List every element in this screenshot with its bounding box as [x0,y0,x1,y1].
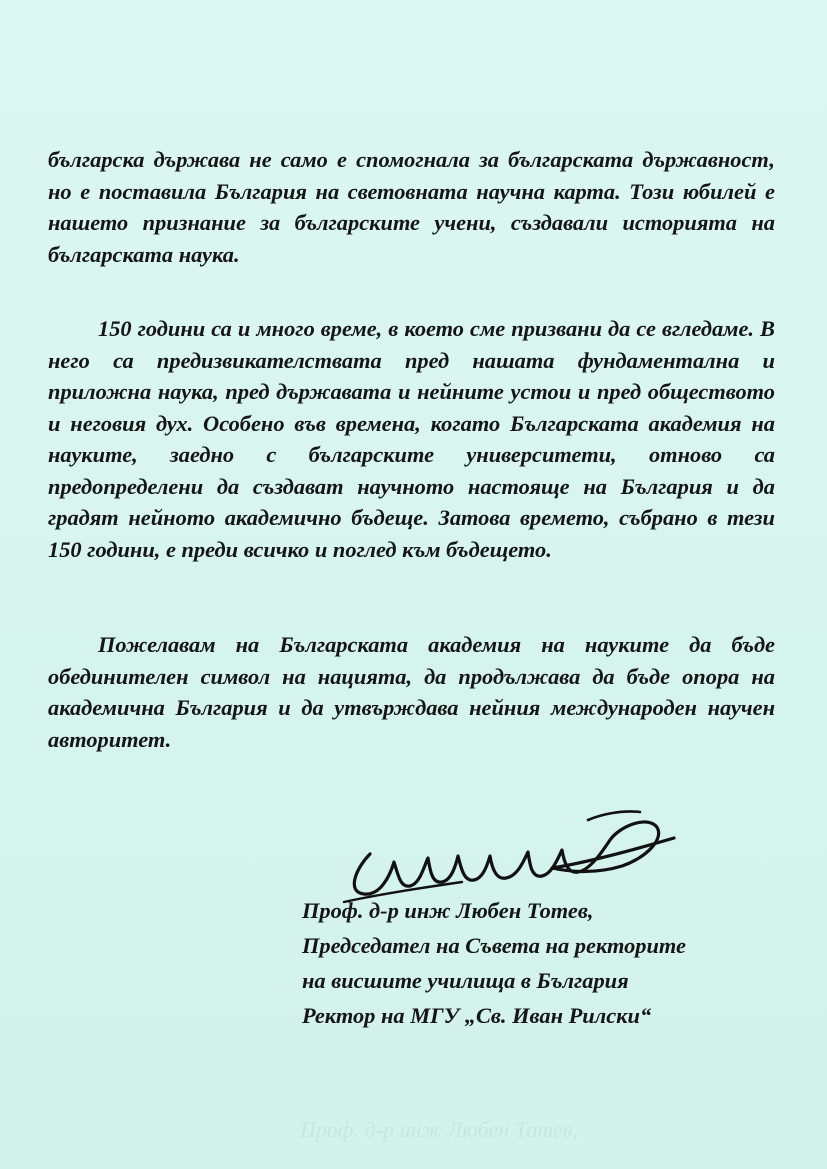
signatory-name: Проф. д-р инж Любен Тотев, [302,898,594,923]
signatory-title-2: на висшите училища в България [302,968,629,993]
handwritten-signature [340,808,680,904]
paragraph-2: 150 години са и много време, в което сме призвани да се вгледаме. В него са предизвикателствата пред нашата фундаментална и приложна наука, пред държавата и нейните устои и пред обществото и неговия дух. Особено във времена, когато Българската академия на науките, заедно с българските университети, отново са предопределени да създават научното настояще на България и да градят нейното академично бъдеще. Затова времето, събрано в тези 150 години, е преди всичко и поглед към бъдещето. [48,316,775,562]
paragraph-3: Пожелавам на Българската академия на науките да бъде обединителен символ на нацията, да продължава да бъде опора на академична България и да утвърждава нейния международен научен авторитет. [48,632,775,752]
signatory-title-1: Председател на Съвета на ректорите [302,933,686,958]
signature-block [302,893,802,1033]
bleed-through-text: Проф. д-р инж Любен Тотев, [300,1117,578,1142]
paragraph-1: българска държава не само е спомогнала за българската държавност, но е поставила България на световната научна карта. Този юбилей е нашето признание за българските учени, създавали историята на българската наука. [48,147,775,267]
signatory-title-3: Ректор на МГУ „Св. Иван Рилски“ [302,1003,652,1028]
